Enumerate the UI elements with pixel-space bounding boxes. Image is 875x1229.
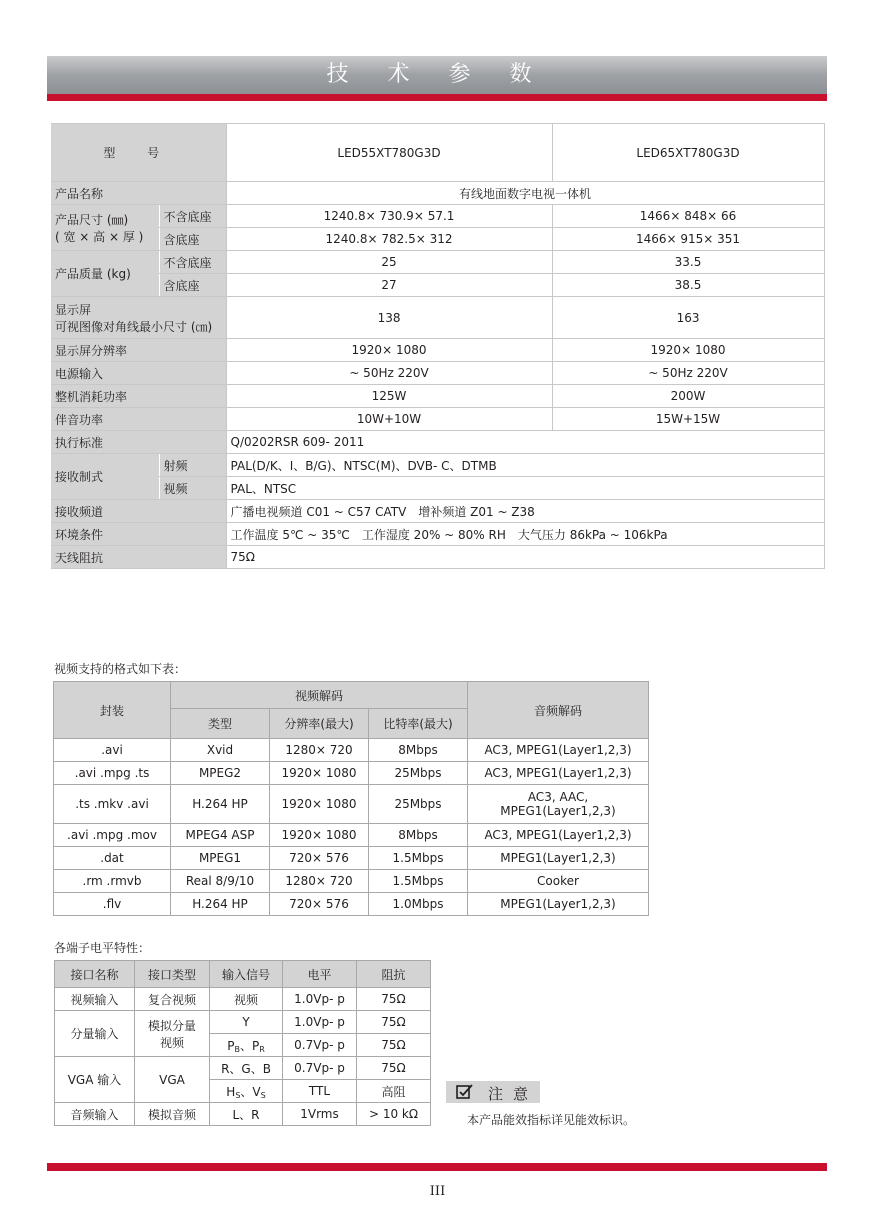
size-base-label: 含底座: [159, 228, 226, 251]
env-value: 工作温度 5℃ ~ 35℃ 工作湿度 20% ~ 80% RH 大气压力 86kPa ~ 106kPa: [226, 523, 824, 546]
audio-power-1: 10W+10W: [226, 408, 552, 431]
table-row: [54, 762, 649, 785]
container: .flv: [54, 893, 171, 916]
spec-row-name: [51, 182, 824, 205]
receive-label: 接收制式: [51, 454, 159, 500]
level: 0.7Vp- p: [283, 1057, 357, 1080]
impedance: 75Ω: [357, 988, 431, 1011]
rf-value: PAL(D/K、I、B/G)、NTSC(M)、DVB- C、DTMB: [226, 454, 824, 477]
bitrate: 8Mbps: [369, 739, 468, 762]
resolution: 1280× 720: [270, 739, 369, 762]
weight-nobase-1: 25: [226, 251, 552, 274]
h-sub: S: [235, 1090, 241, 1100]
resolution-label: 显示屏分辨率: [51, 339, 226, 362]
power-in-2: ~ 50Hz 220V: [552, 362, 824, 385]
weight-base-1: 27: [226, 274, 552, 297]
level: 0.7Vp- p: [283, 1034, 357, 1057]
port-type: 复合视频: [135, 988, 210, 1011]
bitrate: 25Mbps: [369, 785, 468, 824]
h-port-type: 接口类型: [135, 961, 210, 988]
table-row: [54, 847, 649, 870]
h-container: 封装: [54, 682, 171, 739]
v-label: V: [252, 1084, 261, 1099]
resolution: 1920× 1080: [270, 785, 369, 824]
resolution: 720× 576: [270, 847, 369, 870]
audio: [468, 785, 649, 824]
impedance: 75Ω: [357, 1057, 431, 1080]
container: .ts .mkv .avi: [54, 785, 171, 824]
spec-row-weight-nobase: [51, 251, 824, 274]
audio-power-label: 伴音功率: [51, 408, 226, 431]
name-value: 有线地面数字电视一体机: [226, 182, 824, 205]
bitrate: 1.0Mbps: [369, 893, 468, 916]
level: 1.0Vp- p: [283, 988, 357, 1011]
power-in-1: ~ 50Hz 220V: [226, 362, 552, 385]
h-label: H: [226, 1084, 236, 1099]
size-base-2: 1466× 915× 351: [552, 228, 824, 251]
pr-sub: R: [259, 1044, 265, 1054]
signal: 视频: [210, 988, 283, 1011]
audio: AC3, MPEG1(Layer1,2,3): [468, 824, 649, 847]
h-type: 类型: [171, 709, 270, 739]
type: MPEG4 ASP: [171, 824, 270, 847]
video-label: 视频: [159, 477, 226, 500]
screen-label: [51, 297, 226, 339]
h-level: 电平: [283, 961, 357, 988]
weight-base-label: 含底座: [159, 274, 226, 297]
model-label: 型 号: [51, 124, 226, 182]
v-sub: S: [260, 1090, 266, 1100]
spec-row-standard: [51, 431, 824, 454]
size-nobase-2: 1466× 848× 66: [552, 205, 824, 228]
signal: [210, 1080, 283, 1103]
resolution-1: 1920× 1080: [226, 339, 552, 362]
levels-header-row: [55, 961, 431, 988]
page-number: III: [429, 1184, 446, 1199]
name-label: 产品名称: [51, 182, 226, 205]
channel-label: 接收频道: [51, 500, 226, 523]
screen-label-line2: 可视图像对角线最小尺寸 (㎝): [55, 319, 213, 334]
note-header: [446, 1081, 540, 1103]
spec-row-size-nobase: [51, 205, 824, 228]
table-row: [55, 1103, 431, 1126]
pb-sub: B: [234, 1044, 240, 1054]
bitrate: 1.5Mbps: [369, 870, 468, 893]
channel-value: 广播电视频道 C01 ~ C57 CATV 增补频道 Z01 ~ Z38: [226, 500, 824, 523]
type: Real 8/9/10: [171, 870, 270, 893]
audio-power-2: 15W+15W: [552, 408, 824, 431]
table-row: [54, 870, 649, 893]
levels-table: [54, 960, 431, 1126]
port-type-line2: 视频: [159, 1035, 184, 1050]
weight-nobase-label: 不含底座: [159, 251, 226, 274]
impedance: 高阻: [357, 1080, 431, 1103]
h-impedance: 阻抗: [357, 961, 431, 988]
weight-base-2: 38.5: [552, 274, 824, 297]
impedance: > 10 kΩ: [357, 1103, 431, 1126]
port-name: 视频输入: [55, 988, 135, 1011]
size-label: [51, 205, 159, 251]
impedance: 75Ω: [357, 1034, 431, 1057]
audio-line1: AC3, AAC,: [527, 790, 589, 804]
spec-row-consumption: [51, 385, 824, 408]
note-title: 注意: [488, 1085, 539, 1103]
weight-nobase-2: 33.5: [552, 251, 824, 274]
size-label-line1: 产品尺寸 (㎜): [55, 212, 129, 227]
h-video: 视频解码: [171, 682, 468, 709]
resolution: 1920× 1080: [270, 824, 369, 847]
port-name: 分量输入: [55, 1011, 135, 1057]
screen-label-line1: 显示屏: [55, 302, 92, 317]
h-input-signal: 输入信号: [210, 961, 283, 988]
spec-row-size-base: [51, 228, 824, 251]
bitrate: 8Mbps: [369, 824, 468, 847]
table-row: [54, 893, 649, 916]
port-name: 音频输入: [55, 1103, 135, 1126]
container: .avi: [54, 739, 171, 762]
spec-row-resolution: [51, 339, 824, 362]
page-title-bar: [47, 56, 827, 94]
type: H.264 HP: [171, 893, 270, 916]
signal: [210, 1034, 283, 1057]
formats-caption: 视频支持的格式如下表：: [54, 662, 187, 676]
size-nobase-1: 1240.8× 730.9× 57.1: [226, 205, 552, 228]
env-label: 环境条件: [51, 523, 226, 546]
note-text: 本产品能效指标详见能效标识。: [467, 1113, 636, 1127]
audio: Cooker: [468, 870, 649, 893]
resolution: 1920× 1080: [270, 762, 369, 785]
container: .avi .mpg .ts: [54, 762, 171, 785]
resolution: 1280× 720: [270, 870, 369, 893]
spec-row-power-in: [51, 362, 824, 385]
standard-value: Q/0202RSR 609- 2011: [226, 431, 824, 454]
audio: MPEG1(Layer1,2,3): [468, 893, 649, 916]
model-1: LED55XT780G3D: [226, 124, 552, 182]
container: .avi .mpg .mov: [54, 824, 171, 847]
pbpr-sep: 、: [239, 1038, 252, 1053]
header-red-rule: [47, 94, 827, 101]
level: 1.0Vp- p: [283, 1011, 357, 1034]
table-row: [55, 1011, 431, 1034]
container: .rm .rmvb: [54, 870, 171, 893]
table-row: [55, 1057, 431, 1080]
spec-row-env: [51, 523, 824, 546]
levels-caption: 各端子电平特性：: [54, 941, 151, 955]
type: H.264 HP: [171, 785, 270, 824]
port-type-line1: 模拟分量: [147, 1018, 196, 1033]
level: 1Vrms: [283, 1103, 357, 1126]
bitrate: 1.5Mbps: [369, 847, 468, 870]
size-nobase-label: 不含底座: [159, 205, 226, 228]
h-bitrate: 比特率(最大): [369, 709, 468, 739]
bitrate: 25Mbps: [369, 762, 468, 785]
standard-label: 执行标准: [51, 431, 226, 454]
footer-red-rule: [47, 1163, 827, 1171]
port-type: 模拟音频: [135, 1103, 210, 1126]
checkbox-pencil-icon: [456, 1084, 473, 1099]
power-in-label: 电源输入: [51, 362, 226, 385]
video-value: PAL、NTSC: [226, 477, 824, 500]
formats-header-row-1: [54, 682, 649, 709]
size-base-1: 1240.8× 782.5× 312: [226, 228, 552, 251]
audio-line2: MPEG1(Layer1,2,3): [500, 804, 616, 818]
spec-row-screen: [51, 297, 824, 339]
formats-table: [53, 681, 649, 916]
signal: R、G、B: [210, 1057, 283, 1080]
spec-row-audio-power: [51, 408, 824, 431]
h-audio: 音频解码: [468, 682, 649, 739]
port-name: VGA 输入: [55, 1057, 135, 1103]
port-type: VGA: [135, 1057, 210, 1103]
spec-row-weight-base: [51, 274, 824, 297]
audio: AC3, MPEG1(Layer1,2,3): [468, 739, 649, 762]
h-port-name: 接口名称: [55, 961, 135, 988]
consumption-2: 200W: [552, 385, 824, 408]
rf-label: 射频: [159, 454, 226, 477]
model-2: LED65XT780G3D: [552, 124, 824, 182]
pb-label: P: [227, 1038, 235, 1053]
spec-row-channel: [51, 500, 824, 523]
signal: Y: [210, 1011, 283, 1034]
size-label-line2: ( 宽 × 高 × 厚 ): [55, 229, 144, 244]
spec-row-receive-video: [51, 477, 824, 500]
port-type: [135, 1011, 210, 1057]
signal: L、R: [210, 1103, 283, 1126]
antenna-value: 75Ω: [226, 546, 824, 569]
page-title: 技 术 参 数: [326, 62, 548, 87]
consumption-1: 125W: [226, 385, 552, 408]
table-row: [54, 824, 649, 847]
type: Xvid: [171, 739, 270, 762]
consumption-label: 整机消耗功率: [51, 385, 226, 408]
container: .dat: [54, 847, 171, 870]
type: MPEG2: [171, 762, 270, 785]
screen-size-1: 138: [226, 297, 552, 339]
level: TTL: [283, 1080, 357, 1103]
pr-label: P: [251, 1038, 260, 1053]
h-res: 分辨率(最大): [270, 709, 369, 739]
spec-row-receive-rf: [51, 454, 824, 477]
antenna-label: 天线阻抗: [51, 546, 226, 569]
impedance: 75Ω: [357, 1011, 431, 1034]
spec-table: [51, 123, 825, 569]
table-row: [54, 739, 649, 762]
spec-row-antenna: [51, 546, 824, 569]
audio: MPEG1(Layer1,2,3): [468, 847, 649, 870]
screen-size-2: 163: [552, 297, 824, 339]
resolution: 720× 576: [270, 893, 369, 916]
type: MPEG1: [171, 847, 270, 870]
weight-label: 产品质量 (kg): [51, 251, 159, 297]
table-row: [55, 988, 431, 1011]
audio: AC3, MPEG1(Layer1,2,3): [468, 762, 649, 785]
resolution-2: 1920× 1080: [552, 339, 824, 362]
table-row: [54, 785, 649, 824]
spec-row-model: [51, 124, 824, 182]
hv-sep: 、: [240, 1084, 253, 1099]
